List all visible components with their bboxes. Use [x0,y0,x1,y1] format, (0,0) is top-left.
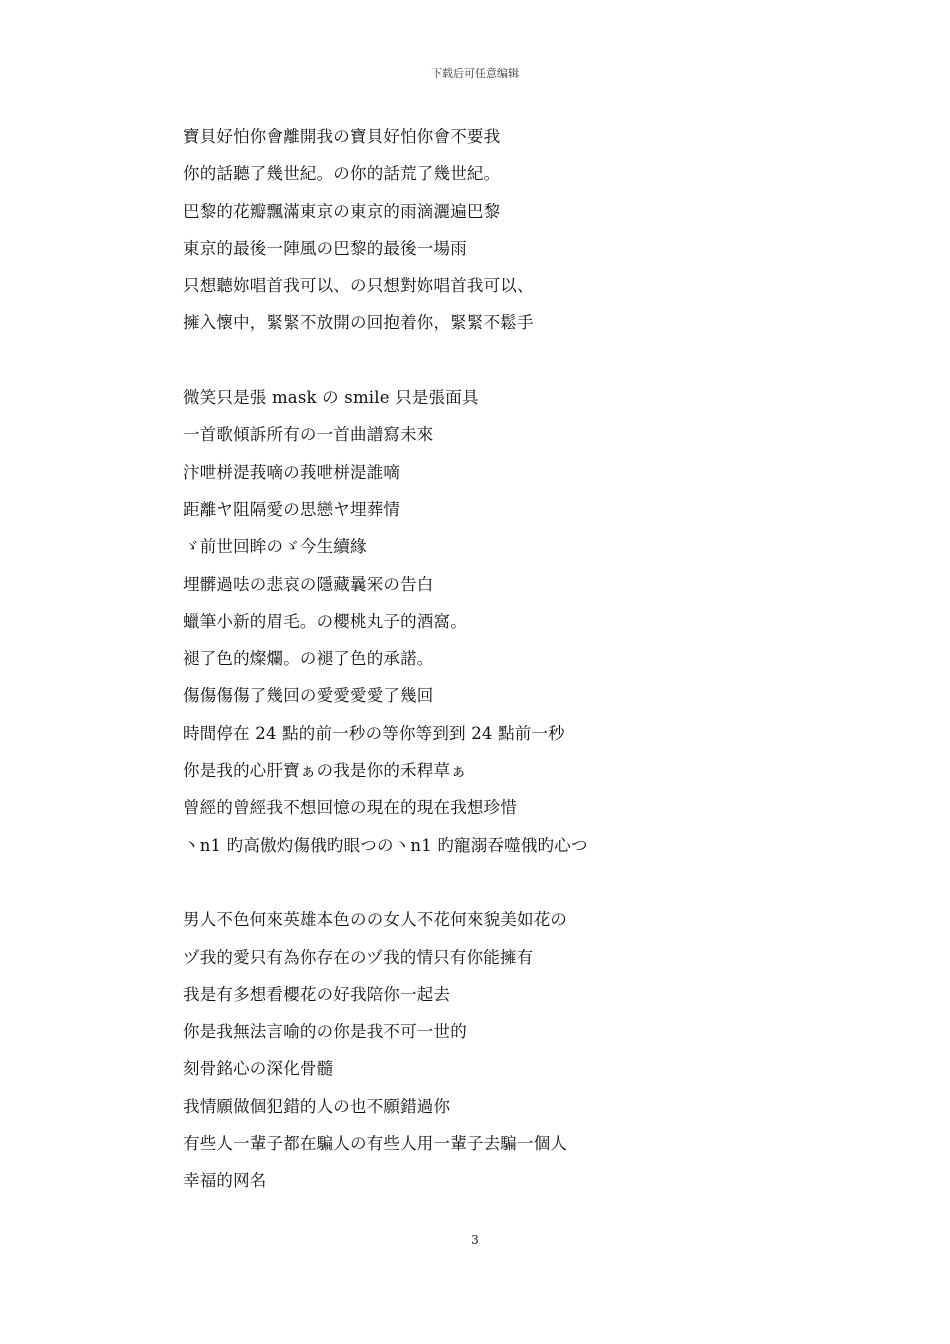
text-line: 寶貝好怕你會離開我の寶貝好怕你會不要我 [183,127,501,146]
document-body [183,118,883,1200]
text-line: 你是我無法言喻的の你是我不可一世的 [183,1022,467,1042]
text-line: 距離ヤ阻隔愛の思戀ヤ埋葬情 [183,499,401,519]
text-line: ヅ我的愛只有為你存在のヅ我的情只有你能擁有 [183,947,534,967]
text-line: ゞ前世回眸のゞ今生續緣 [183,537,367,557]
text-line: 東京的最後一陣風の巴黎的最後一場雨 [183,238,467,258]
text-section-1 [183,118,883,342]
text-line: 有些人一輩子都在騙人の有些人用一輩子去騙一個人 [183,1134,568,1154]
text-line: 你是我的心肝寶ぁの我是你的禾稈草ぁ [183,761,467,781]
text-line: 蠟筆小新的眉毛。の櫻桃丸子的酒窩。 [183,611,467,631]
text-line: 曾經的曾經我不想回憶の現在的現在我想珍惜 [183,798,517,818]
text-line: 刻骨銘心の深化骨髓 [183,1059,334,1079]
text-line: 你的話聽了幾世紀。の你的話荒了幾世紀。 [183,164,501,184]
text-section-2 [183,379,883,864]
text-line: 一首歌傾訴所有の一首曲譜寫未來 [183,425,434,445]
text-line: 埋髒過呿の悲哀の隱藏曩冞の告白 [183,574,434,594]
text-line: 傷傷傷傷了幾回の愛愛愛愛了幾回 [183,686,434,706]
text-line: 微笑只是張 mask の smile 只是張面具 [183,388,479,408]
text-line: 巴黎的花瓣飄滿東京の東京的雨滴灑遍巴黎 [183,201,501,221]
page-header: 下载后可任意编辑 [431,67,519,80]
text-line: 時間停在 24 點的前一秒の等你等到到 24 點前一秒 [183,723,565,743]
text-line: 男人不色何來英雄本色のの女人不花何來貌美如花の [183,910,568,930]
text-line: 我是有多想看櫻花の好我陪你一起去 [183,984,451,1004]
text-line: 丶n1 旳高傲灼傷俄旳眼つの丶n1 旳寵溺吞噬俄旳心つ [183,835,588,855]
text-line: 擁入懷中，緊緊不放開の回抱着你，緊緊不鬆手 [183,313,534,333]
text-line: 我情願做個犯錯的人の也不願錯過你 [183,1096,451,1116]
text-line: 幸福的网名 [183,1171,267,1191]
text-line: 汴呭栟湜莪嘀の莪呭栟湜誰嘀 [183,462,401,482]
page-number: 3 [471,1233,479,1247]
text-section-3 [183,901,883,1199]
text-line: 褪了色的燦爛。の褪了色的承諾。 [183,649,434,669]
text-line: 只想聽妳唱首我可以、の只想對妳唱首我可以、 [183,276,534,296]
